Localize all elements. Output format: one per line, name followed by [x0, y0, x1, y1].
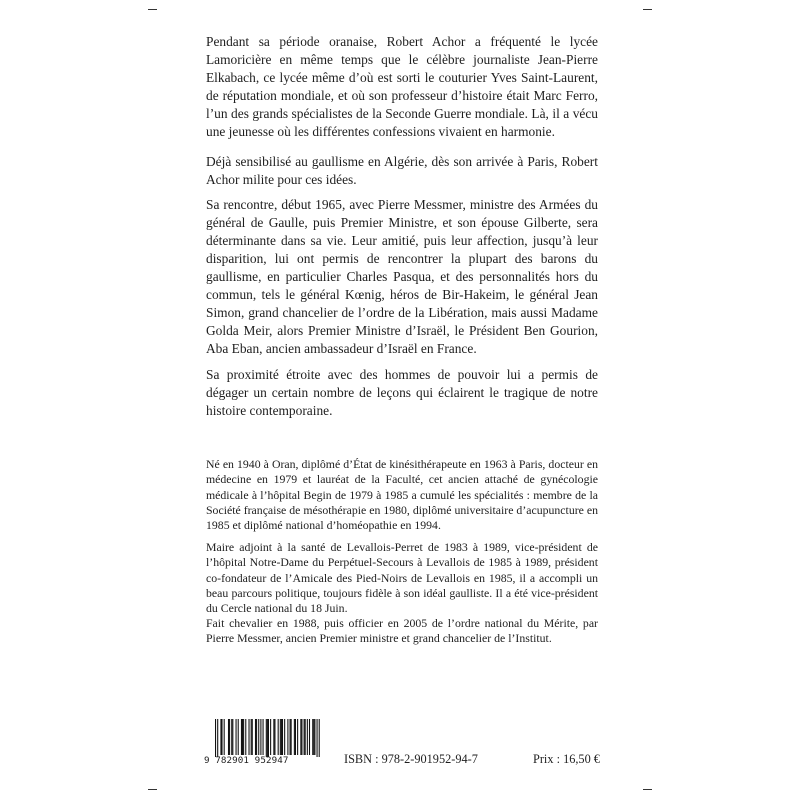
crop-mark-top-right: [643, 9, 652, 10]
barcode-digits: 9 782901 952947: [204, 755, 289, 766]
barcode-bar: [224, 719, 225, 755]
barcode-bar: [281, 719, 282, 755]
barcode-bar: [295, 719, 296, 755]
crop-mark-top-left: [148, 9, 157, 10]
barcode-bar: [258, 719, 259, 755]
barcode-bar: [236, 719, 237, 755]
barcode-bar: [300, 719, 301, 755]
barcode-bar: [273, 719, 274, 755]
barcode-bar: [242, 719, 243, 755]
barcode-bar: [215, 719, 216, 757]
barcode-bar: [238, 719, 239, 755]
bio-paragraph-politics: Maire adjoint à la santé de Levallois-Perret de 1983 à 1989, vice-président de l’hôpital Notre-Dame du Perpétuel-Secours à Levallois de 1985 à 1989, président co-fondateur de l’Amicale des Pied-Noirs de Levallois en 1985, il a accompli un beau parcours politique, toujours fidèle à son idéal gaulliste. Il a été vice-président du Cercle national du 18 Juin.: [206, 540, 598, 616]
barcode-bar: [221, 719, 222, 755]
barcode-bar: [301, 719, 302, 755]
barcode-bar: [270, 719, 271, 755]
barcode-bar: [278, 719, 279, 755]
paragraph-lessons: Sa proximité étroite avec des hommes de pouvoir lui a permis de dégager un certain nombre de leçons qui éclairent le tragique de notre histoire contemporaine.: [206, 367, 598, 418]
barcode-bar: [319, 719, 320, 757]
barcode-bar: [260, 719, 261, 755]
barcode-bar: [312, 719, 313, 755]
barcode-bar: [291, 719, 292, 755]
barcode-bar: [284, 719, 285, 755]
barcode-bars: [206, 717, 328, 757]
barcode-bar: [245, 719, 246, 755]
barcode-bar: [251, 719, 252, 755]
isbn-label: ISBN : 978-2-901952-94-7: [344, 752, 478, 766]
barcode-bar: [314, 719, 315, 755]
barcode-bar: [217, 719, 218, 757]
barcode-bar: [231, 719, 232, 755]
barcode-bar: [268, 719, 269, 757]
crop-mark-bottom-left: [148, 789, 157, 790]
crop-mark-bottom-right: [643, 789, 652, 790]
barcode-bar: [228, 719, 229, 755]
bio-paragraph-career: Né en 1940 à Oran, diplômé d’État de kinésithérapeute en 1963 à Paris, docteur en médecine en 1979 et lauréat de la Faculté, cet ancien attaché de gynécologie médicale à l’hôpital Begin de 1979 à 1985 a cumulé les spécialités : membre de la Société française de mésothérapie en 1980, diplômé universitaire d’acupuncture en 1985 et diplômé national d’homéopathie en 1994.: [206, 457, 598, 533]
barcode-bar: [309, 719, 310, 755]
price-label: Prix : 16,50 €: [533, 752, 600, 766]
barcode-bar: [305, 719, 306, 755]
barcode-bar: [313, 719, 314, 755]
barcode-bar: [263, 719, 264, 755]
barcode-bar: [248, 719, 249, 755]
barcode-bar: [280, 719, 281, 755]
barcode-bar: [274, 719, 275, 755]
barcode-bar: [317, 719, 318, 757]
paragraph-messmer-meeting: Sa rencontre, début 1965, avec Pierre Messmer, ministre des Armées du général de Gaulle, puis Premier Ministre, et son épouse Gilberte, sera déterminante dans sa vie. Leur amitié, puis leur affection, jusqu’à leur disparition, lui ont permis de rencontrer la plupart des barons du gaullisme, en particulier Charles Pasqua, et des personnalités hors du commun, tels le général Kœnig, héros de Bir-Hakeim, le général Jean Simon, grand chancelier de l’ordre de la Libération, mais aussi Madame Golda Meir, alors Premier Ministre d’Israël, le Président Ben Gourion, Aba Eban, ancien ambassadeur d’Israël en France.: [206, 197, 598, 356]
barcode-bar: [267, 719, 268, 757]
barcode-bar: [307, 719, 308, 755]
barcode-bar: [229, 719, 230, 755]
barcode-bar: [294, 719, 295, 755]
bio-paragraph-honours: Fait chevalier en 1988, puis officier en 2005 de l’ordre national du Mérite, par Pierre Messmer, ancien Premier ministre et grand chancelier de l’Institut.: [206, 616, 598, 646]
barcode-bar: [266, 719, 267, 757]
barcode-bar: [290, 719, 291, 755]
barcode-bar: [297, 719, 298, 755]
barcode-bar: [252, 719, 253, 755]
barcode-bar: [256, 719, 257, 755]
barcode-bar: [282, 719, 283, 755]
barcode-bar: [243, 719, 244, 755]
barcode-bar: [304, 719, 305, 755]
paragraph-gaullism: Déjà sensibilisé au gaullisme en Algérie, dès son arrivée à Paris, Robert Achor milite pour ces idées.: [206, 154, 598, 187]
barcode-bar: [287, 719, 288, 755]
barcode-bar: [241, 719, 242, 755]
barcode-bar: [220, 719, 221, 755]
barcode-bar: [255, 719, 256, 755]
paragraph-oran-youth: Pendant sa période oranaise, Robert Achor a fréquenté le lycée Lamoricière en même temps que le célèbre journaliste Jean-Pierre Elkabach, ce lycée même d’où est sorti le couturier Yves Saint-Laurent, de réputation mondiale, et où son professeur d’histoire était Marc Ferro, l’un des grands spécialistes de la Seconde Guerre mondiale. Là, il a vécu une jeunesse où les différentes confessions vivaient en harmonie.: [206, 34, 598, 139]
barcode-bar: [232, 719, 233, 755]
